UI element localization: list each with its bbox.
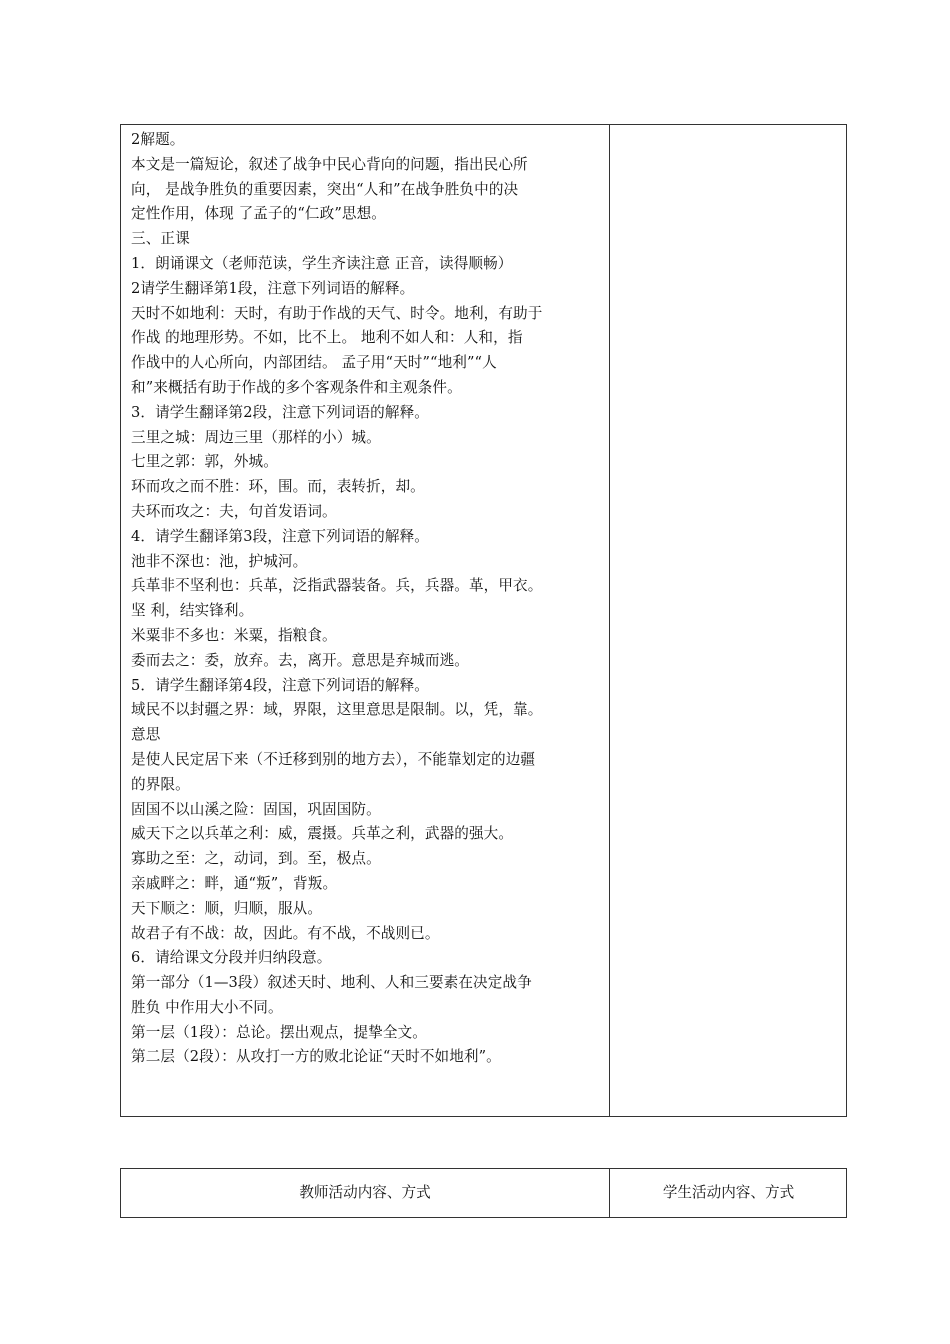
text-line: 4．请学生翻译第3段，注意下列词语的解释。 (131, 527, 429, 545)
text-line: 夫环而攻之：夫，句首发语词。 (131, 502, 337, 520)
text-line: 第二层（2段）：从攻打一方的败北论证“天时不如地利”。 (131, 1048, 501, 1066)
text-line: 意思 (131, 726, 161, 744)
text-line: 3．请学生翻译第2段，注意下列词语的解释。 (131, 403, 429, 421)
text-line: 2请学生翻译第1段，注意下列词语的解释。 (131, 279, 415, 297)
text-line: 寡助之至：之，动词，到。至，极点。 (131, 850, 381, 868)
text-line: 坚 利，结实锋利。 (131, 602, 254, 620)
text-line: 米粟非不多也：米粟，指粮食。 (131, 626, 337, 644)
text-line: 兵革非不坚利也：兵革，泛指武器装备。兵，兵器。革，甲衣。 (131, 577, 543, 595)
text-line: 亲戚畔之：畔，通“叛”，背叛。 (131, 874, 338, 892)
text-line: 是使人民定居下来（不迁移到别的地方去），不能靠划定的边疆 (131, 750, 536, 768)
activity-header-table (120, 1168, 847, 1218)
student-activity-header: 学生活动内容、方式 (662, 1184, 795, 1201)
text-line: 威天下之以兵革之利：威，震摄。兵革之利，武器的强大。 (131, 825, 514, 843)
text-line: 三、正课 (131, 230, 190, 248)
text-line: 七里之郭：郭，外城。 (131, 453, 278, 471)
text-line: 本文是一篇短论，叙述了战争中民心背向的问题，指出民心所 (131, 155, 528, 173)
text-line: 池非不深也：池，护城河。 (131, 552, 308, 570)
text-line: 2解题。 (131, 131, 185, 148)
teacher-activity-cell (131, 128, 605, 1070)
text-line: 向， 是战争胜负的重要因素，突出“人和”在战争胜负中的决 (131, 180, 519, 198)
text-line: 第一层（1段）：总论。摆出观点，提挚全文。 (131, 1023, 427, 1041)
text-line: 固国不以山溪之险：固国，巩固国防。 (131, 800, 381, 818)
text-line: 定性作用，体现 了孟子的“仁政”思想。 (131, 205, 386, 223)
text-line: 委而去之：委，放弃。去，离开。意思是弃城而逃。 (131, 651, 469, 669)
text-line: 6．请给课文分段并归纳段意。 (131, 949, 332, 967)
text-line: 作战中的人心所向，内部团结。 孟子用“天时”“地利”“人 (131, 354, 497, 372)
text-line: 天时不如地利：天时，有助于作战的天气、时令。地利，有助于 (131, 304, 543, 322)
text-line: 作战 的地理形势。不如，比不上。 地利不如人和：人和，指 (131, 329, 523, 347)
lesson-table (120, 124, 847, 1117)
text-line: 故君子有不战：故，因此。有不战，不战则已。 (131, 924, 440, 942)
text-line: 和”来概括有助于作战的多个客观条件和主观条件。 (131, 378, 462, 396)
text-line: 胜负 中作用大小不同。 (131, 998, 283, 1016)
text-line: 三里之城：周边三里（那样的小）城。 (131, 428, 381, 446)
text-line: 第一部分（1—3段）叙述天时、地利、人和三要素在决定战争 (131, 974, 532, 992)
text-line: 环而攻之而不胜：环，围。而，表转折，却。 (131, 478, 425, 496)
text-line: 5．请学生翻译第4段，注意下列词语的解释。 (131, 676, 429, 694)
text-line: 域民不以封疆之界：域，界限，这里意思是限制。以，凭，靠。 (131, 701, 543, 719)
column-divider (609, 125, 610, 1116)
text-line: 天下顺之：顺，归顺，服从。 (131, 899, 323, 917)
text-line: 1．朗诵课文（老师范读，学生齐读注意 正音，读得顺畅） (131, 254, 513, 272)
teacher-activity-header: 教师活动内容、方式 (299, 1184, 431, 1201)
text-line: 的界限。 (131, 775, 190, 793)
